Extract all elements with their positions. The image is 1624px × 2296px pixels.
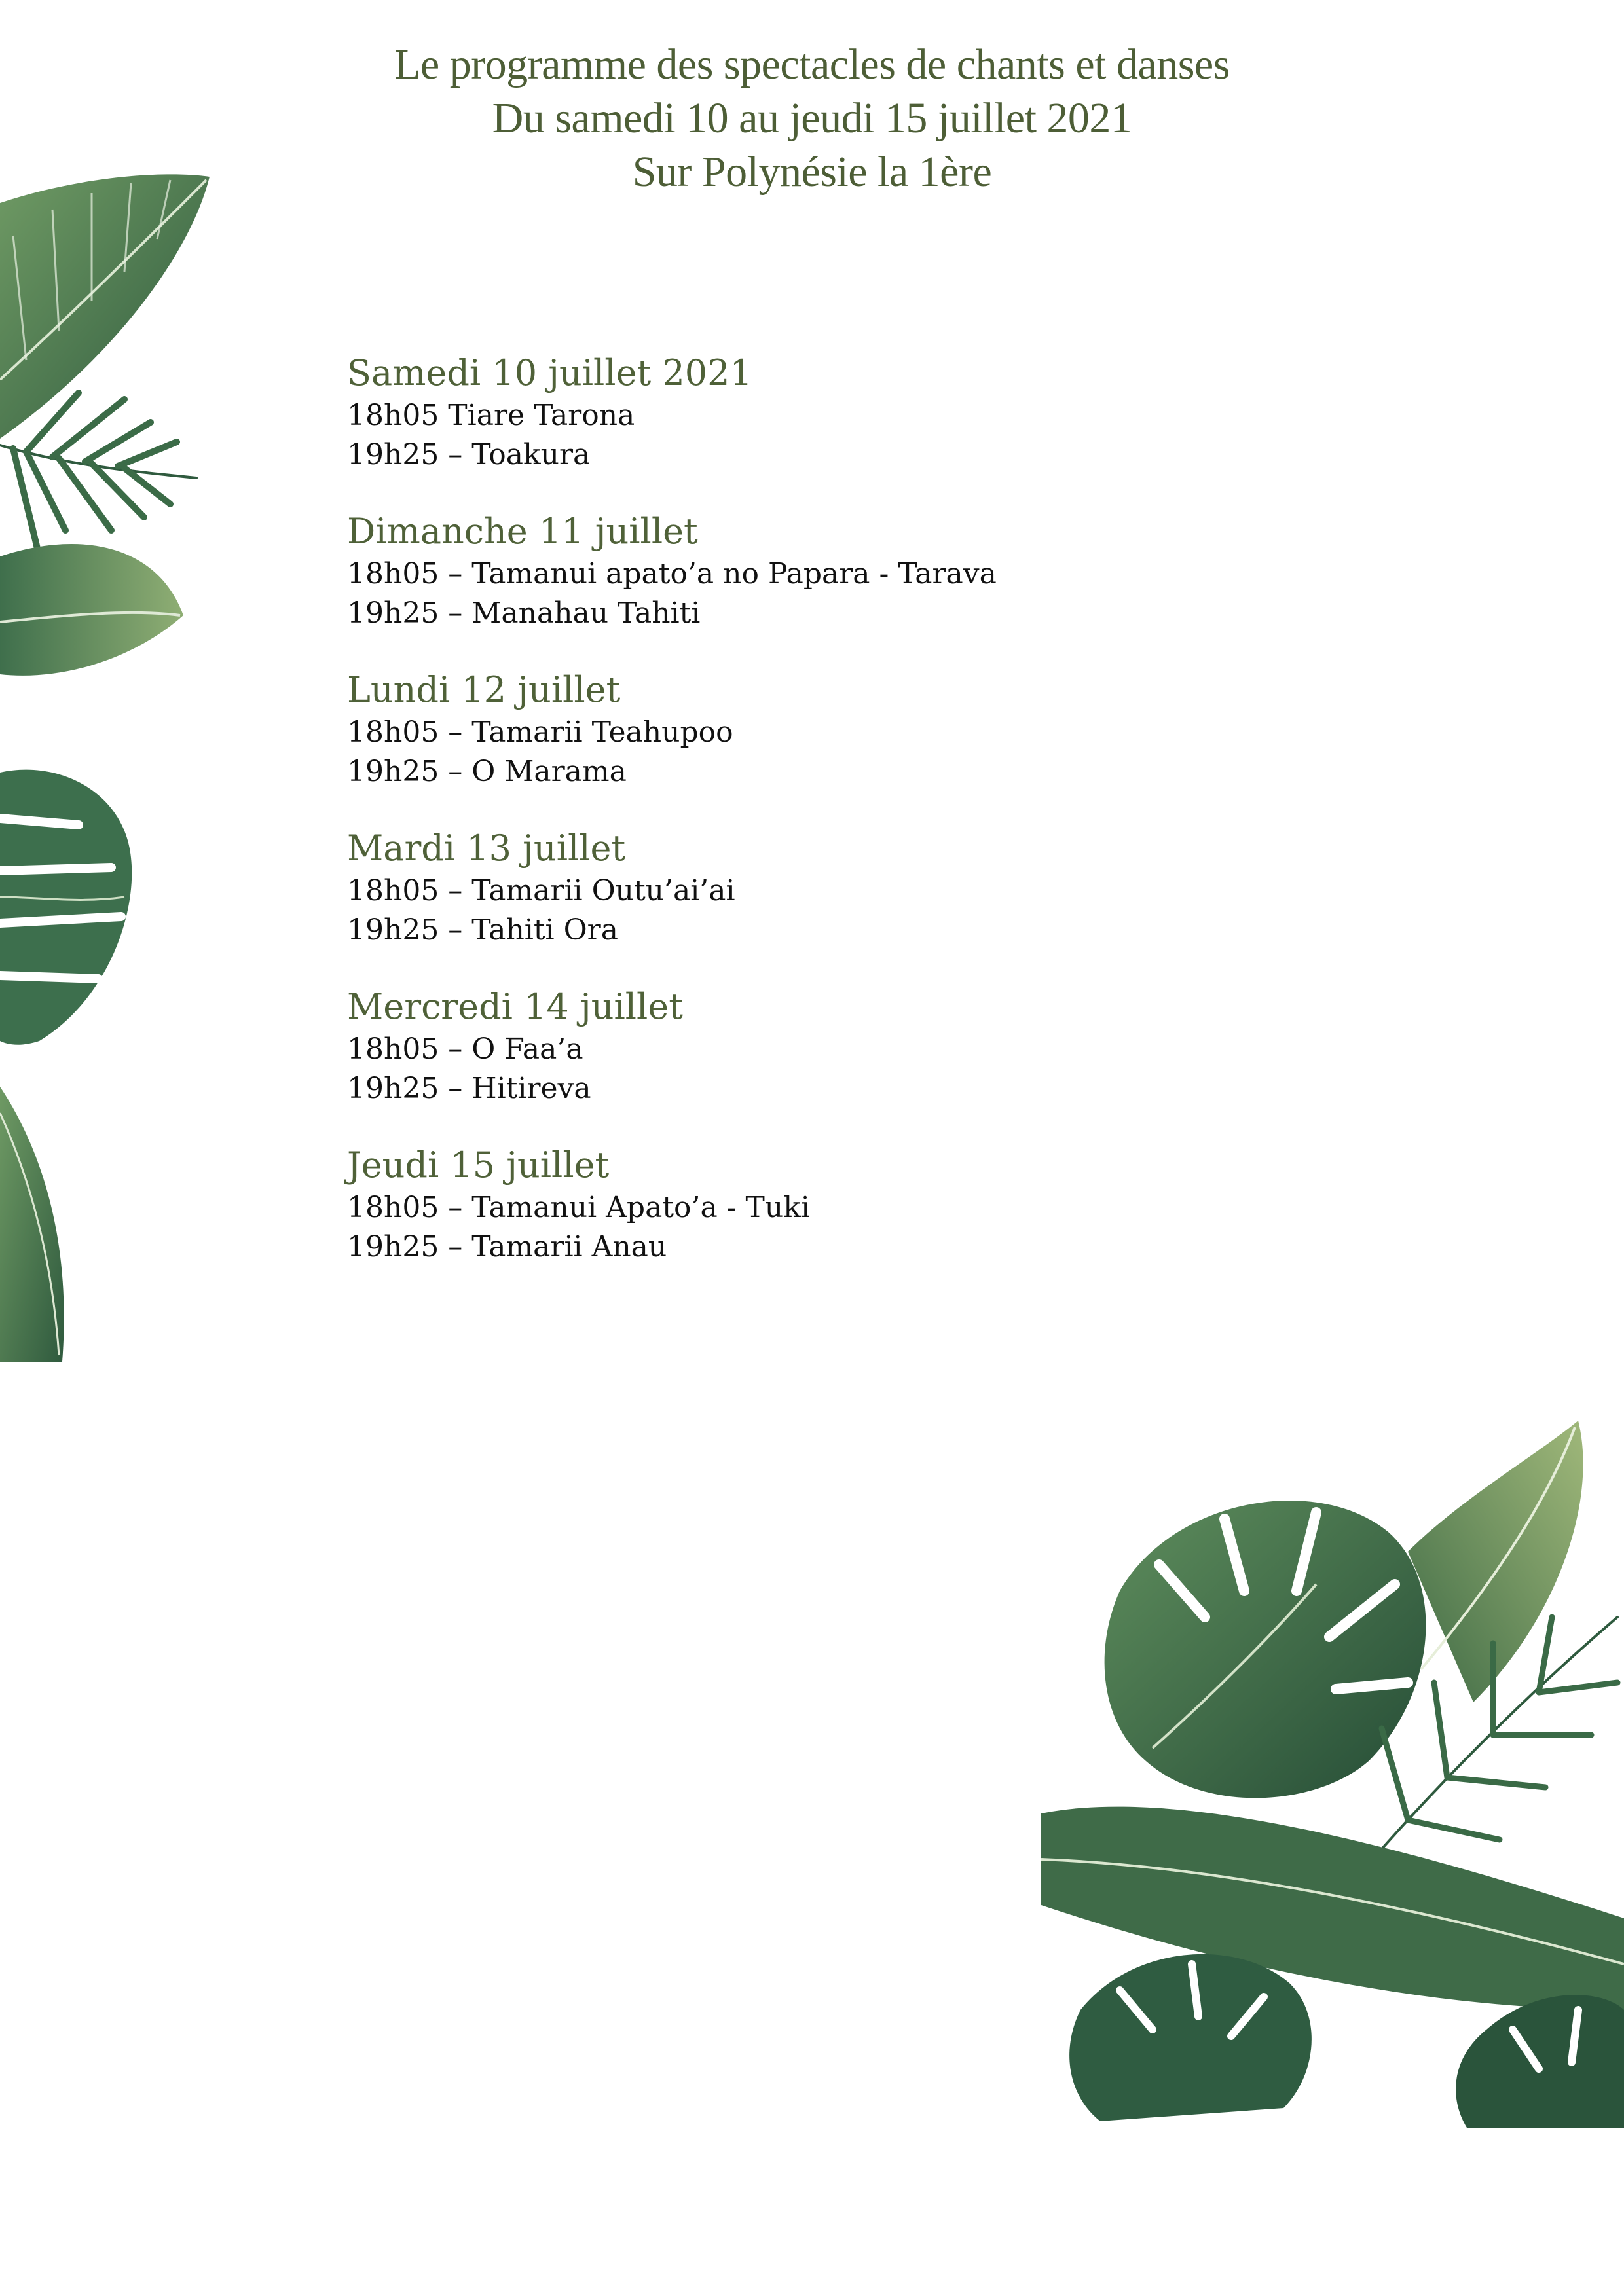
day-title: Mardi 13 juillet — [347, 828, 626, 869]
show-slot: 18h05 – O Faa’a — [347, 1032, 583, 1066]
monstera-palm-leaves-decoration — [1041, 1421, 1624, 2141]
show-slot: 19h25 – Hitireva — [347, 1072, 591, 1105]
monstera-leaf-icon — [1105, 1501, 1426, 1798]
day-block-thursday — [347, 1142, 1329, 1267]
header-title: Le programme des spectacles de chants et danses — [394, 41, 1230, 88]
day-title: Samedi 10 juillet 2021 — [347, 352, 752, 393]
show-slot: 18h05 – Tamanui Apato’a - Tuki — [347, 1191, 810, 1224]
day-block-sunday — [347, 509, 1329, 633]
monstera-leaf-icon — [1456, 1995, 1624, 2128]
day-block-wednesday — [347, 984, 1329, 1108]
day-title: Mercredi 14 juillet — [347, 986, 683, 1027]
show-slot: 19h25 – Toakura — [347, 438, 591, 471]
day-block-monday — [347, 667, 1329, 792]
show-slot: 18h05 Tiare Tarona — [347, 399, 635, 432]
schedule-list — [347, 350, 1329, 1301]
tropical-leaves-left-decoration — [0, 164, 223, 1362]
monstera-leaf-icon — [0, 770, 132, 1045]
monstera-leaf-icon — [1069, 1954, 1312, 2121]
show-slot: 18h05 – Tamanui apato’a no Papara - Tarava — [347, 557, 997, 591]
show-slot: 19h25 – Tahiti Ora — [347, 913, 618, 947]
day-title: Jeudi 15 juillet — [347, 1144, 610, 1186]
palm-frond-icon — [0, 393, 196, 556]
show-slot: 18h05 – Tamarii Teahupoo — [347, 716, 733, 749]
header-channel: Sur Polynésie la 1ère — [632, 148, 992, 196]
day-block-saturday — [347, 350, 1329, 475]
banana-leaf-icon — [0, 544, 183, 676]
header-dates: Du samedi 10 au jeudi 15 juillet 2021 — [492, 94, 1132, 142]
show-slot: 18h05 – Tamarii Outu’ai’ai — [347, 874, 735, 907]
show-slot: 19h25 – O Marama — [347, 755, 627, 788]
show-slot: 19h25 – Tamarii Anau — [347, 1230, 667, 1264]
banana-leaf-icon — [0, 1087, 64, 1362]
day-title: Lundi 12 juillet — [347, 669, 621, 710]
page-header — [288, 38, 1336, 199]
show-slot: 19h25 – Manahau Tahiti — [347, 596, 701, 630]
day-block-tuesday — [347, 826, 1329, 950]
banana-leaf-icon — [0, 174, 210, 439]
day-title: Dimanche 11 juillet — [347, 511, 698, 552]
